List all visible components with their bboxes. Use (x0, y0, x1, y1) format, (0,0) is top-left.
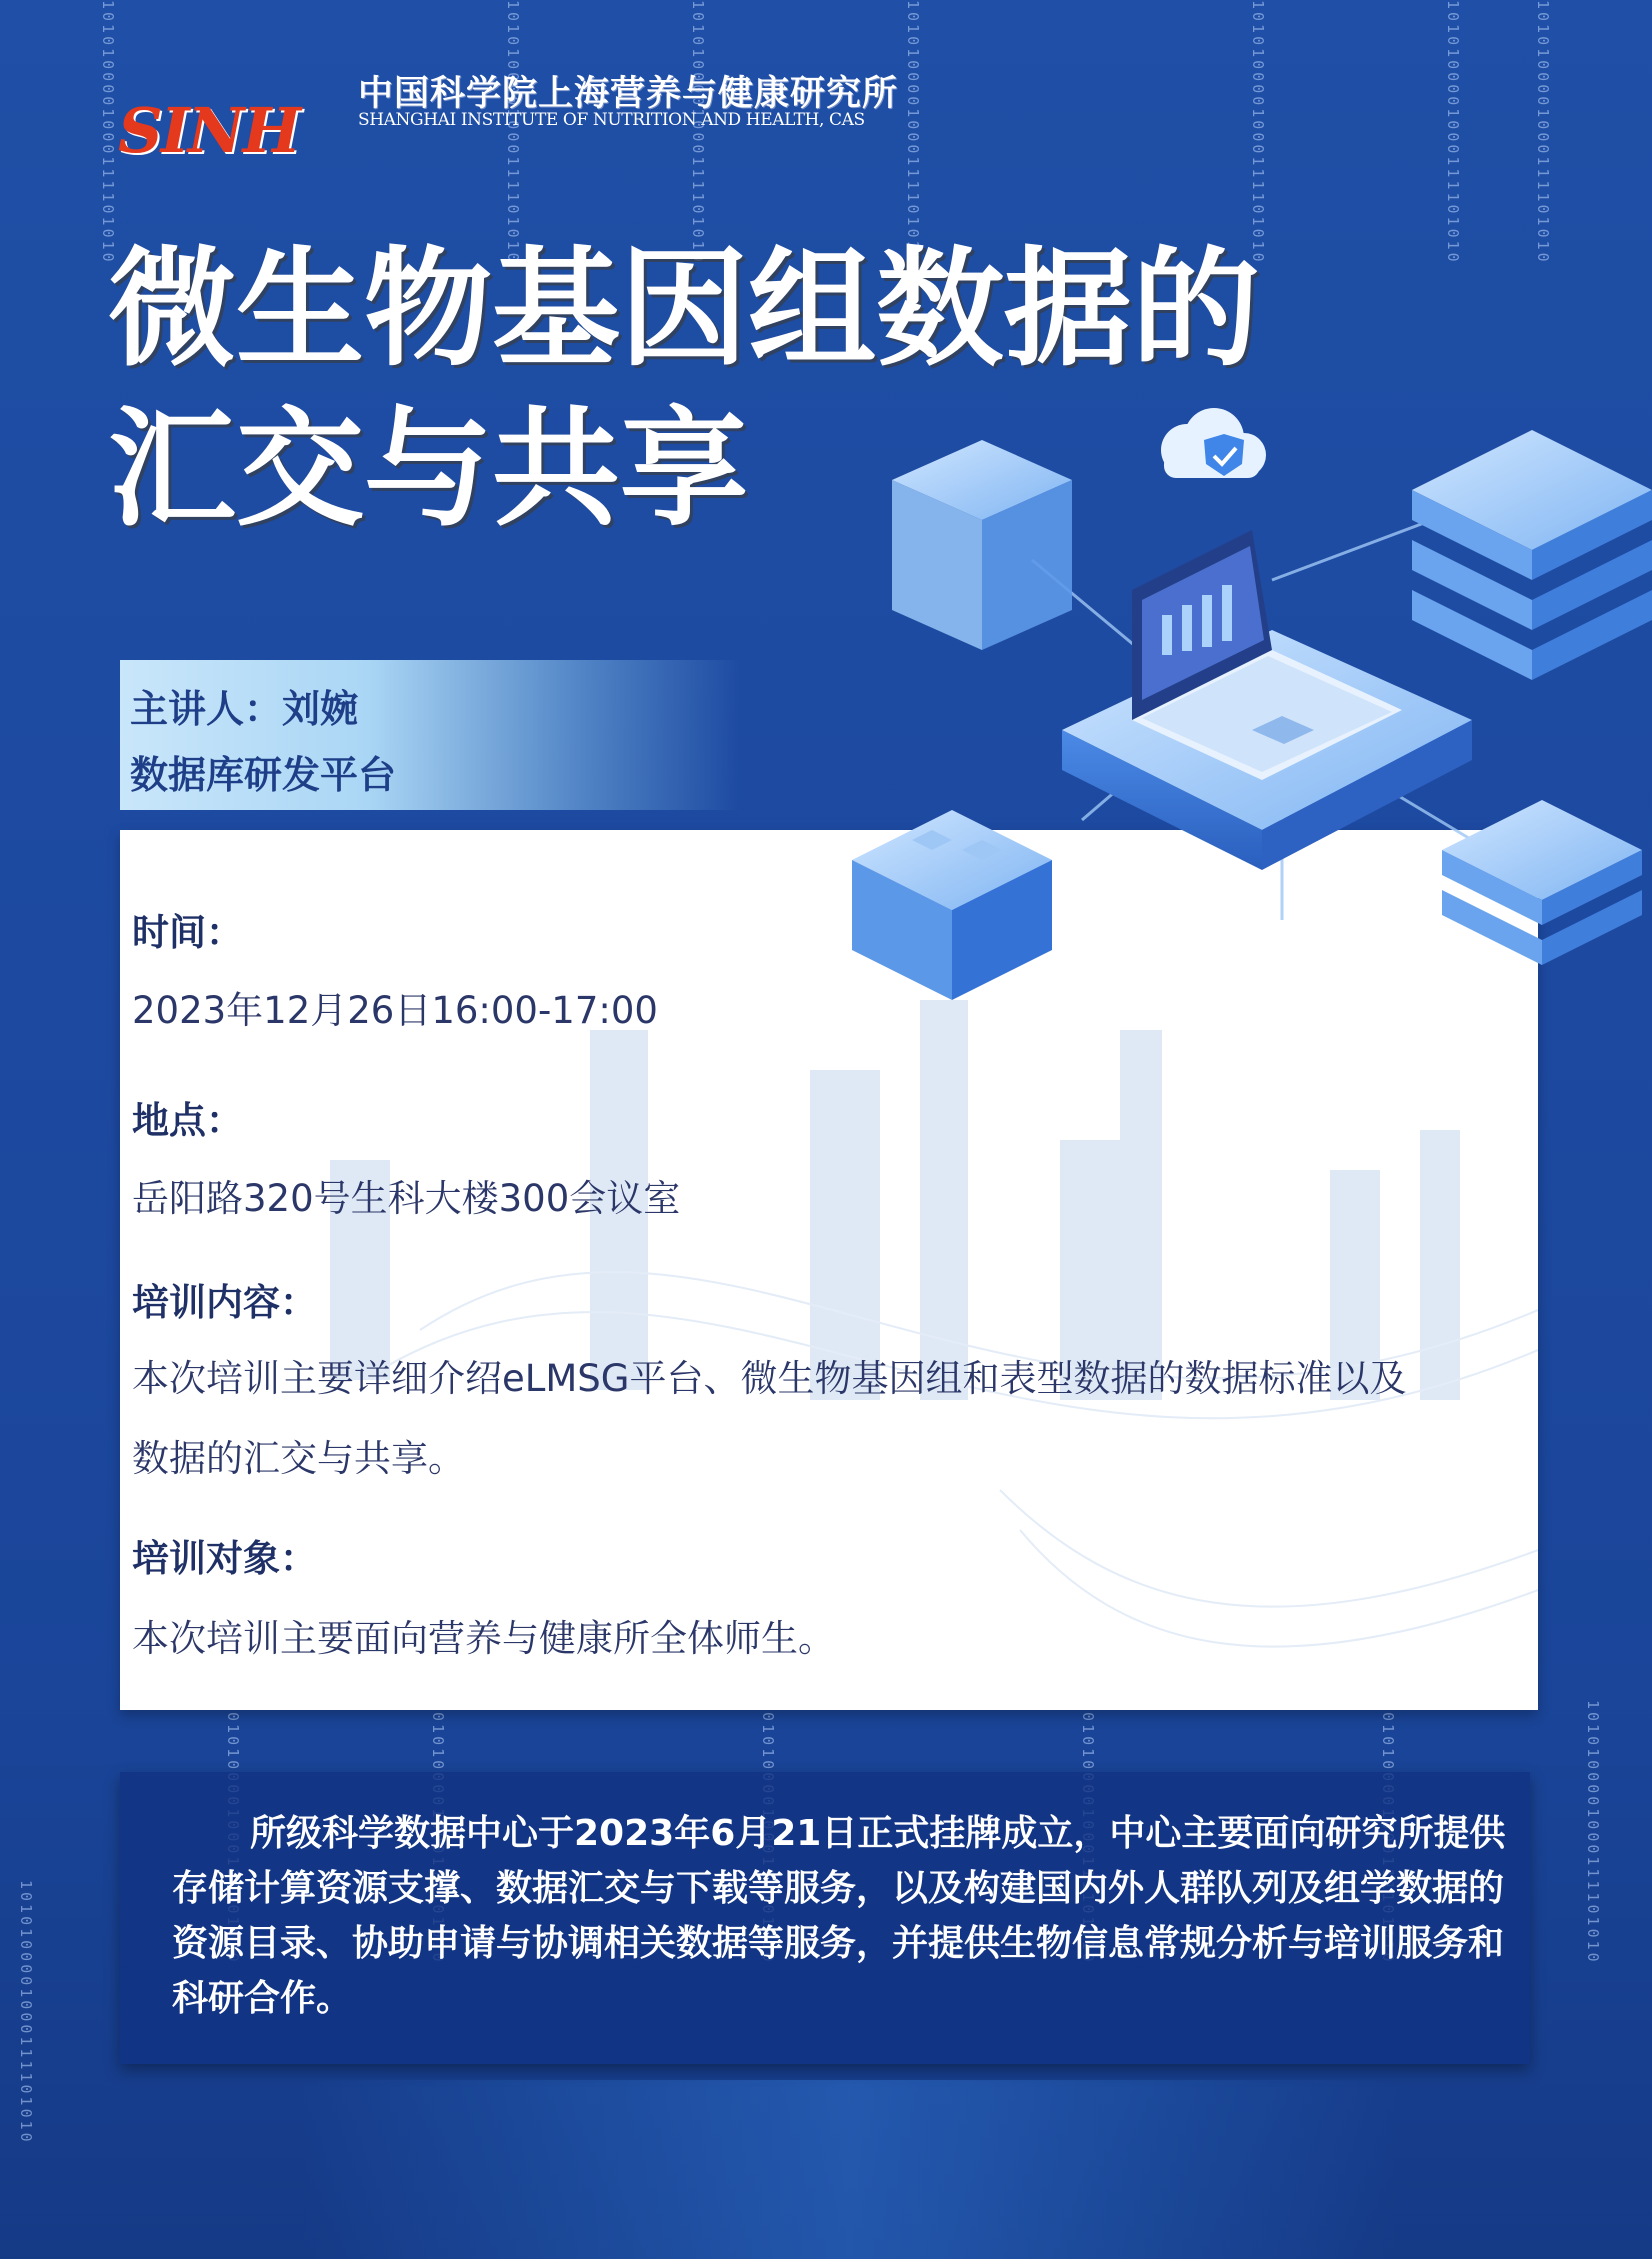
speaker-organization: 数据库研发平台 (130, 753, 397, 797)
cloud-shield-icon (1161, 408, 1266, 478)
title-line-1: 微生物基因组数据的 (108, 235, 1261, 384)
binary-strip: 1010100001000111101010 (1584, 1700, 1602, 1965)
binary-strip: 1010100001000111101010 (1249, 0, 1267, 265)
binary-strip: 1010100001000111101010 (17, 1880, 35, 2145)
audience-value: 本次培训主要面向营养与健康所全体师生。 (132, 1617, 835, 1660)
isometric-computing-illustration (852, 400, 1652, 1020)
binary-strip: 1010100001000111101010 (1444, 0, 1462, 265)
content-label: 培训内容： (132, 1281, 317, 1324)
institute-name-en: SHANGHAI INSTITUTE OF NUTRITION AND HEALTH, CAS (358, 110, 865, 130)
binary-strip: 1010100001000111101010 (904, 0, 922, 265)
binary-strip: 1010100001000111101010 (689, 0, 707, 265)
time-value: 2023年12月26日16:00-17:00 (132, 989, 658, 1032)
content-line-2: 数据的汇交与共享。 (132, 1437, 465, 1480)
data-center-intro-text: 所级科学数据中心于2023年6月21日正式挂牌成立，中心主要面向研究所提供存储计算资源支撑、数据汇交与下载等服务，以及构建国内外人群队列及组学数据的资源目录、协助申请与协调相关数据等服务，并提供生物信息常规分析与培训服务和科研合作。 (172, 1813, 1506, 2019)
data-center-intro (120, 1772, 1530, 2064)
speaker-band (120, 660, 740, 810)
institute-name-cn: 中国科学院上海营养与健康研究所 (358, 74, 899, 114)
bottom-glow (300, 2080, 1400, 2259)
institute-logo (118, 66, 918, 166)
time-label: 时间： (132, 911, 243, 954)
title-line-2: 汇交与共享 (108, 395, 749, 544)
binary-strip: 1010100001000111101010 (99, 0, 117, 265)
sinh-logo-mark: SINH (118, 94, 300, 167)
binary-strip: 1010100001000111101010 (1534, 0, 1552, 265)
data-cube (892, 440, 1072, 650)
content-line-1: 本次培训主要详细介绍eLMSG平台、微生物基因组和表型数据的数据标准以及 (132, 1357, 1407, 1400)
server-stack-small (1442, 800, 1642, 965)
audience-label: 培训对象： (132, 1537, 317, 1580)
location-label: 地点： (132, 1099, 243, 1142)
location-value: 岳阳路320号生科大楼300会议室 (132, 1177, 681, 1220)
speaker-name: 主讲人：刘婉 (130, 687, 359, 731)
binary-strip: 1010100001000111101010 (504, 0, 522, 265)
storage-box (852, 810, 1052, 1000)
server-stack (1412, 430, 1652, 680)
